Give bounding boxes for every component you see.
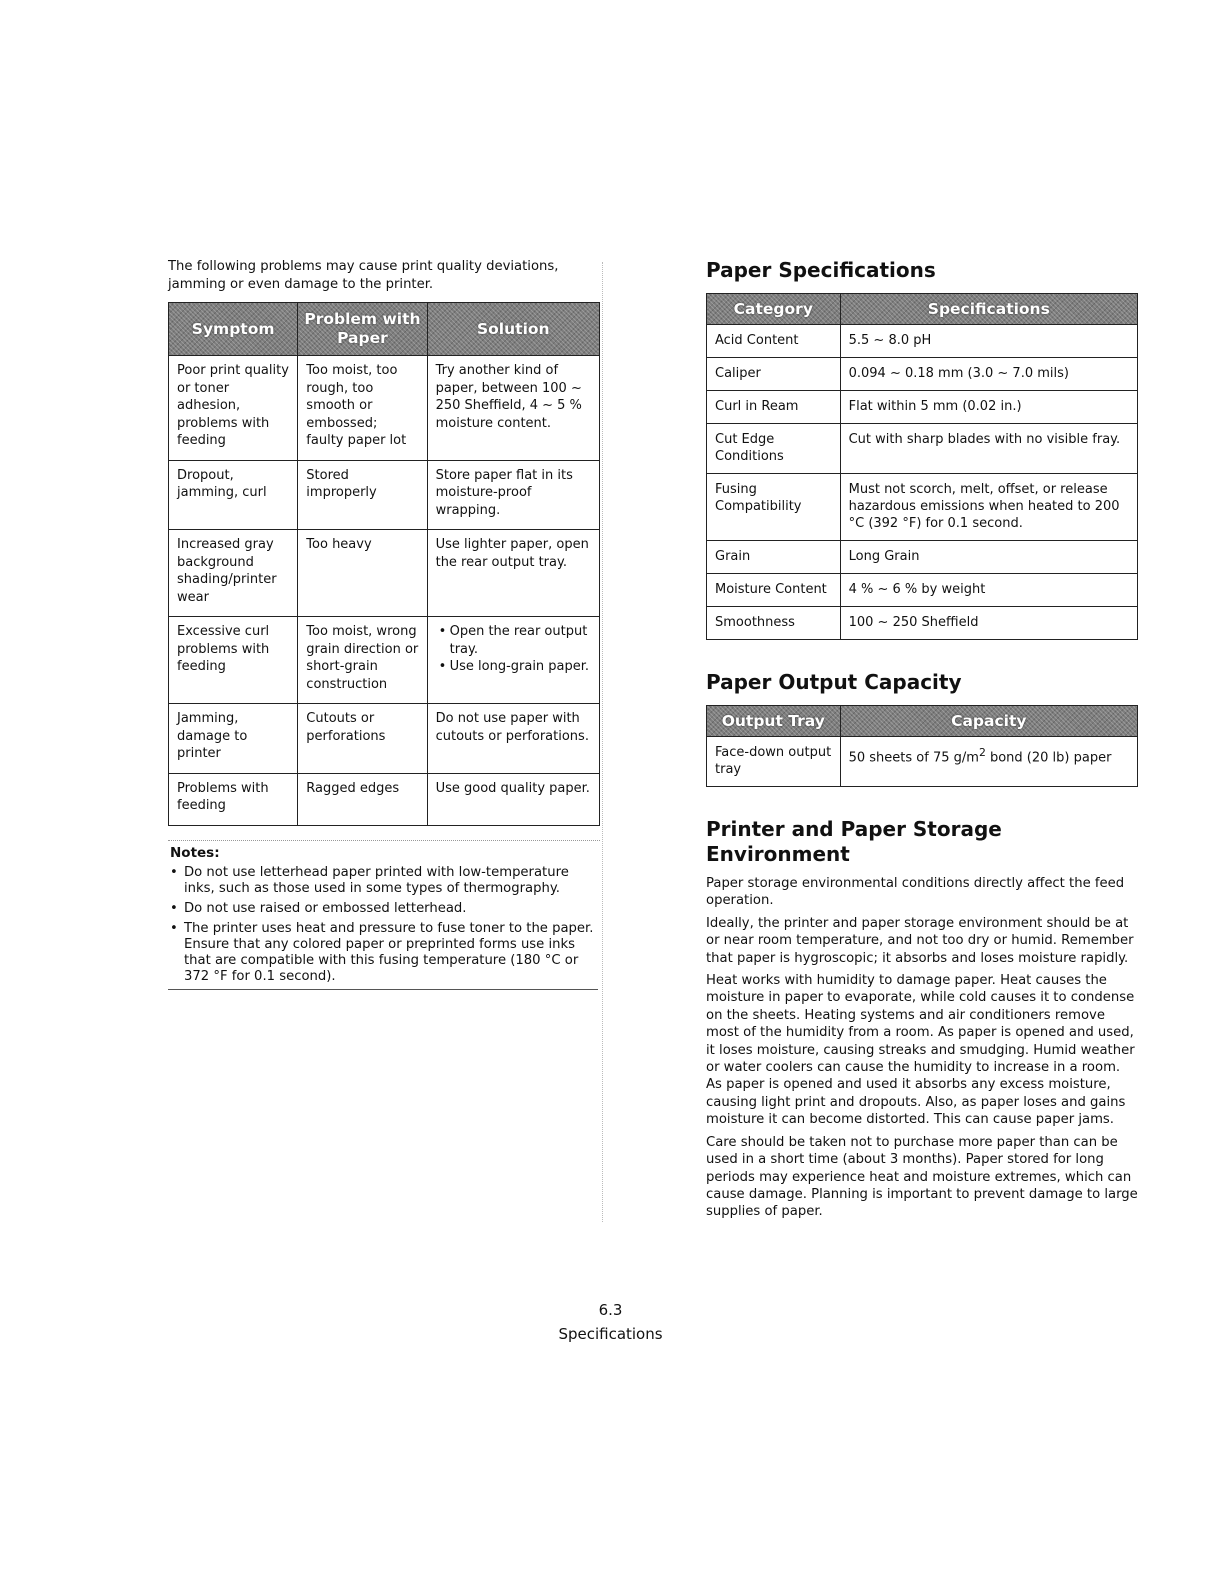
solution-cell: Use good quality paper.: [427, 773, 599, 825]
output-capacity-table: [706, 705, 1138, 787]
note-item: • Do not use letterhead paper printed with low-temperature inks, such as those used in some types of thermography.: [182, 865, 600, 897]
solution-list-item: • Open the rear output tray.: [450, 623, 591, 658]
category-cell: Fusing Compatibility: [707, 474, 841, 541]
spec-cell: 100 ~ 250 Sheffield: [840, 607, 1137, 640]
category-cell: Acid Content: [707, 325, 841, 358]
spec-cell: 4 % ~ 6 % by weight: [840, 574, 1137, 607]
spec-cell: 5.5 ~ 8.0 pH: [840, 325, 1137, 358]
header-capacity: Capacity: [840, 706, 1137, 737]
symptom-cell: Problems with feeding: [169, 773, 298, 825]
problem-cell: Cutouts or perforations: [298, 704, 427, 774]
header-symptom: Symptom: [169, 303, 298, 356]
storage-paragraph: Care should be taken not to purchase more paper than can be used in a short time (about 3 months). Paper stored for long periods may experience heat and moisture extremes, which can cause damage. Planning is important to prevent damage to large supplies of paper.: [706, 1134, 1138, 1220]
capacity-superscript: 2: [978, 746, 986, 759]
storage-paragraph: Paper storage environmental conditions directly affect the feed operation.: [706, 876, 1125, 909]
column-divider: [602, 262, 603, 1222]
table-row: [707, 391, 1138, 424]
solution-cell: Use lighter paper, open the rear output tray.: [427, 530, 599, 617]
capacity-text-end: bond (20 lb) paper: [985, 750, 1112, 766]
left-column: [168, 258, 600, 990]
header-problem: Problem with Paper: [298, 303, 427, 356]
category-cell: Smoothness: [707, 607, 841, 640]
category-cell: Grain: [707, 541, 841, 574]
intro-text: The following problems may cause print quality deviations, jamming or even damage to the printer.: [168, 259, 559, 292]
note-item: • Do not use raised or embossed letterhead.: [182, 901, 600, 917]
table-row: [707, 607, 1138, 640]
spec-cell: 0.094 ~ 0.18 mm (3.0 ~ 7.0 mils): [840, 358, 1137, 391]
spec-cell: Flat within 5 mm (0.02 in.): [840, 391, 1137, 424]
header-solution: Solution: [427, 303, 599, 356]
tray-cell: Face-down output tray: [707, 737, 841, 787]
table-row: [169, 773, 600, 825]
notes-end-rule: [168, 989, 598, 990]
storage-heading: Printer and Paper Storage Environment: [706, 817, 1002, 866]
table-row: [707, 424, 1138, 474]
table-row: [169, 460, 600, 530]
notes-divider: [168, 840, 600, 841]
solution-cell: [427, 617, 599, 704]
table-row: [169, 617, 600, 704]
table-row: [169, 704, 600, 774]
table-row: [707, 574, 1138, 607]
notes-title: Notes:: [170, 844, 220, 861]
spec-cell: Cut with sharp blades with no visible fray.: [840, 424, 1137, 474]
capacity-text: 50 sheets of 75 g/m: [848, 750, 979, 766]
page-number: 6.3: [598, 1301, 623, 1319]
category-cell: Curl in Ream: [707, 391, 841, 424]
symptom-cell: Dropout, jamming, curl: [169, 460, 298, 530]
category-cell: Cut Edge Conditions: [707, 424, 841, 474]
footer-section: Specifications: [558, 1325, 663, 1343]
output-capacity-heading: Paper Output Capacity: [706, 670, 962, 694]
solution-list: [436, 623, 591, 676]
table-header-row: [707, 294, 1138, 325]
category-cell: Moisture Content: [707, 574, 841, 607]
problem-cell: Too heavy: [298, 530, 427, 617]
header-output-tray: Output Tray: [707, 706, 841, 737]
solution-cell: Try another kind of paper, between 100 ~ 250 Sheffield, 4 ~ 5 % moisture content.: [427, 356, 599, 461]
table-header-row: [169, 303, 600, 356]
paper-specifications-heading: Paper Specifications: [706, 258, 936, 282]
table-row: [707, 358, 1138, 391]
symptom-cell: Jamming, damage to printer: [169, 704, 298, 774]
table-row: [707, 541, 1138, 574]
category-cell: Caliper: [707, 358, 841, 391]
table-header-row: [707, 706, 1138, 737]
spec-cell: Long Grain: [840, 541, 1137, 574]
header-category: Category: [707, 294, 841, 325]
storage-paragraph: Heat works with humidity to damage paper. Heat causes the moisture in paper to evaporate, while cold causes it to condense on the sheets. Heating systems and air conditioners remove most of the humidity from a room. As paper is opened and used, it loses moisture, causing streaks and smudging. Humid weather or water coolers can cause the humidity to increase in a room. As paper is opened and used it absorbs any excess moisture, causing light print and dropouts. Also, as paper loses and gains moisture it can become distorted. This can cause paper jams.: [706, 973, 1135, 1128]
problem-cell: Stored improperly: [298, 460, 427, 530]
table-row: [707, 325, 1138, 358]
problem-cell: Too moist, wrong grain direction or short-grain construction: [298, 617, 427, 704]
symptom-cell: Increased gray background shading/printer wear: [169, 530, 298, 617]
problem-cell: Too moist, too rough, too smooth or embossed; faulty paper lot: [298, 356, 427, 461]
solution-cell: Store paper flat in its moisture-proof wrapping.: [427, 460, 599, 530]
paper-problems-table: [168, 302, 600, 826]
notes-list: [168, 865, 600, 985]
problem-cell: Ragged edges: [298, 773, 427, 825]
table-row: [707, 737, 1138, 787]
storage-paragraph: Ideally, the printer and paper storage environment should be at or near room temperature, and not too dry or humid. Remember that paper is hygroscopic; it absorbs and loses moisture rapidly.: [706, 915, 1134, 966]
paper-specifications-table: [706, 293, 1138, 640]
page-footer: [0, 1298, 1221, 1346]
spec-cell: Must not scorch, melt, offset, or release hazardous emissions when heated to 200 °C (392 °F) for 0.1 second.: [840, 474, 1137, 541]
symptom-cell: Excessive curl problems with feeding: [169, 617, 298, 704]
capacity-cell: [840, 737, 1137, 787]
table-row: [169, 530, 600, 617]
table-row: [707, 474, 1138, 541]
note-item: • The printer uses heat and pressure to fuse toner to the paper. Ensure that any colored paper or preprinted forms use inks that are compatible with this fusing temperature (180 °C or 372 °F for 0.1 second).: [182, 921, 600, 985]
solution-cell: Do not use paper with cutouts or perforations.: [427, 704, 599, 774]
symptom-cell: Poor print quality or toner adhesion, problems with feeding: [169, 356, 298, 461]
table-row: [169, 356, 600, 461]
solution-list-item: • Use long-grain paper.: [450, 658, 591, 676]
right-column: [706, 258, 1138, 1226]
header-specifications: Specifications: [840, 294, 1137, 325]
